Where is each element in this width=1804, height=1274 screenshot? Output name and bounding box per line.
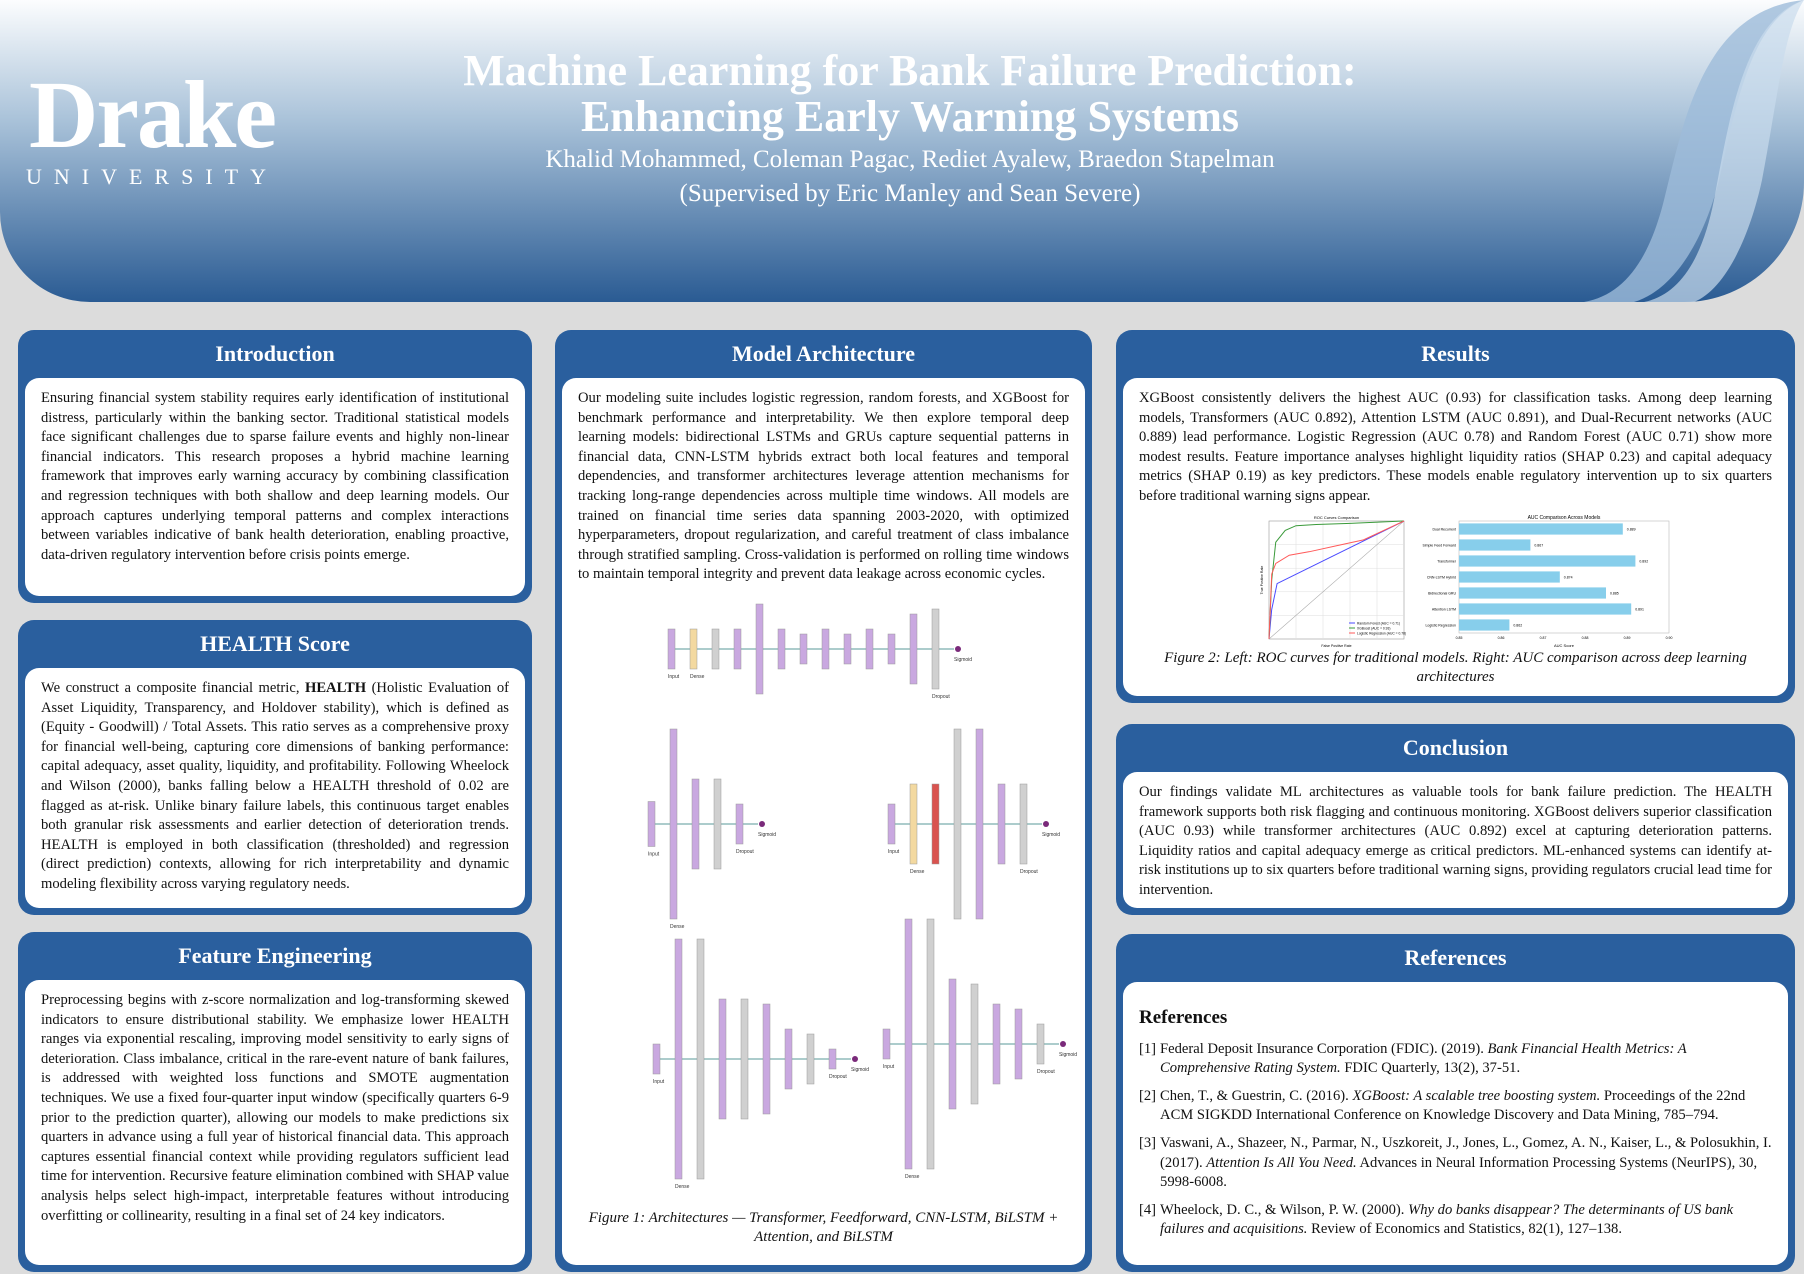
- svg-text:Sigmoid: Sigmoid: [758, 831, 777, 838]
- architecture-diagram: [668, 604, 972, 700]
- output-node: [852, 1056, 858, 1062]
- section-text: Our modeling suite includes logistic regression, random forests, and XGBoost for benchmark performance and interpretability. We then explore temporal deep learning models: bidirectional LSTMs and GRUs capture sequential patterns in financial data, CNN-LSTM hybrids extract both local features and temporal dependencies, and transformer architectures leverage attention mechanisms for tracking long-range dependencies across multiple time windows. All models are trained on financial time series data spanning 2003-2020, with optimized hyperparameters, dropout regularization, and careful treatment of class imbalance through stratified sampling. Cross-validation is performed on rolling time windows to maintain temporal integrity and prevent data leakage across economic cycles.: [578, 390, 1069, 583]
- layer-block: [932, 784, 939, 864]
- logo-subtext: UNIVERSITY: [26, 164, 278, 189]
- svg-text:ROC Curves Comparison: ROC Curves Comparison: [1313, 514, 1360, 520]
- layer-block: [675, 939, 682, 1179]
- reference-item: [1] Federal Deposit Insurance Corporation (FDIC). (2019). Bank Financial Health Metrics: A Comprehensive Rating System. FDIC Quarterly, 13(2), 37-51.: [1139, 1040, 1687, 1077]
- layer-block: [800, 634, 807, 664]
- svg-text:Sigmoid: Sigmoid: [1042, 831, 1061, 838]
- svg-text:Sigmoid: Sigmoid: [954, 656, 973, 663]
- category-label: Dual Recurrent: [1432, 527, 1456, 532]
- section-text: We construct a composite financial metric, HEALTH (Holistic Evaluation of Asset Liquidity, Transparency, and Holdover stability), which is defined as (Equity - Goodwill) / Total Assets. This ratio serves as a comprehensive proxy for financial well-being, capturing core dimensions of banking performance: capital adequacy, asset quality, liquidity, and profitability. Following Wheelock and Wilson (2000), banks falling below a HEALTH threshold of 0.02 are flagged as at-risk. Unlike binary failure labels, this continuous target enables both granular risk assessments and earlier detection of deterioration trends. HEALTH is employed in both classification (thresholded) and regression (direct prediction) contexts, allowing for rich interpretability and dynamic modeling flexibility across varying regulatory needs.: [25, 668, 525, 908]
- feature-engineering-panel: [18, 932, 532, 1272]
- layer-block: [719, 999, 726, 1119]
- reference-item: [4] Wheelock, D. C., & Wilson, P. W. (2000). Why do banks disappear? The determinants of US bank failures and acquisitions. Review of Economics and Statistics, 82(1), 127–138.: [1139, 1201, 1734, 1238]
- layer-block: [778, 629, 785, 669]
- section-title: Conclusion: [1402, 735, 1509, 760]
- bar: [1459, 571, 1560, 582]
- layer-block: [653, 1044, 660, 1074]
- layer-block: [949, 979, 956, 1109]
- layer-block: [712, 629, 719, 669]
- figure-2-caption: Figure 2: Left: ROC curves for traditional models. Right: AUC comparison across deep learning architectures: [1164, 649, 1747, 685]
- value-label: 0.862: [1513, 623, 1523, 628]
- roc-chart: [1260, 515, 1406, 648]
- drake-university-logo: [26, 61, 278, 190]
- layer-block: [807, 1034, 814, 1084]
- value-label: 0.889: [1626, 527, 1636, 532]
- section-text: Preprocessing begins with z-score normalization and log-transforming skewed indicators to ensure distributional stability. We emphasize lower HEALTH ranges via exponential rescaling, improving model sensitivity to early signs of deterioration. Class imbalance, critical in the rare-event nature of bank failures, is addressed with weighted loss functions and SMOTE augmentation techniques. We use a fixed four-quarter input window (specifically quarters 6-9 prior to the prediction quarter), allowing our models to make predictions six quarters in advance using a full year of historical financial data. This approach captures essential financial context while providing regulators sufficient lead time for intervention. Recursive feature elimination combined with SHAP value analysis helps select high-impact, interpretable features without introducing overfitting or collinearity, resulting in a final set of 24 key indicators.: [25, 980, 525, 1265]
- svg-text:AUC Comparison Across Models: AUC Comparison Across Models: [1527, 514, 1601, 521]
- layer-block: [734, 629, 741, 669]
- bar: [1459, 555, 1635, 566]
- results-charts: [1139, 511, 1784, 649]
- output-node: [759, 821, 765, 827]
- layer-block: [883, 1029, 890, 1059]
- category-label: Transformer: [1437, 559, 1456, 564]
- output-node: [1060, 1041, 1066, 1047]
- architecture-diagram: [888, 729, 1060, 919]
- section-title: Introduction: [215, 341, 335, 366]
- bar: [1459, 603, 1631, 614]
- layer-block: [756, 604, 763, 694]
- bar: [1459, 587, 1606, 598]
- svg-text:Dropout: Dropout: [829, 1073, 847, 1080]
- tick-label: 0.87: [1539, 635, 1547, 640]
- bar: [1459, 523, 1623, 534]
- layer-block: [690, 629, 697, 669]
- reference-item: [3] Vaswani, A., Shazeer, N., Parmar, N., Uszkoreit, J., Jones, L., Gomez, A. N., Kaiser, L., & Polosukhin, I. (2017). Attention Is All You Need. Advances in Neural Information Processing Systems (NeurIPS), 30, 5998-6008.: [1139, 1134, 1772, 1191]
- legend-entry: XGBoost (AUC = 0.93): [1357, 625, 1391, 630]
- layer-block: [998, 784, 1005, 864]
- value-label: 0.892: [1639, 559, 1649, 564]
- layer-block: [692, 779, 699, 869]
- category-label: Bidirectional GRU: [1428, 591, 1456, 596]
- reference-list: [1139, 1040, 1772, 1240]
- architecture-diagrams: [578, 589, 1078, 1209]
- layer-block: [741, 999, 748, 1119]
- layer-block: [1037, 1024, 1044, 1064]
- svg-text:AUC Score: AUC Score: [1553, 642, 1575, 648]
- svg-text:Input: Input: [668, 673, 680, 680]
- supervisors: (Supervised by Eric Manley and Sean Severe): [679, 180, 1141, 207]
- bar: [1459, 619, 1509, 630]
- poster-title: Machine Learning for Bank Failure Prediction: Enhancing Early Warning Systems: [463, 46, 1357, 141]
- layer-block: [822, 629, 829, 669]
- svg-text:Dropout: Dropout: [736, 848, 754, 855]
- tick-label: 0.86: [1497, 635, 1505, 640]
- svg-text:Dropout: Dropout: [1037, 1068, 1055, 1075]
- section-text: XGBoost consistently delivers the highest AUC (0.93) for classification tasks. Among deep learning models, Transformers (AUC 0.892), Attention LSTM (AUC 0.891), and Dual-Recurrent networks (AUC 0.889) lead performance. Logistic Regression (AUC 0.78) and Random Forest (AUC 0.71) show more modest results. Feature importance analyses highlight liquidity ratios (SHAP 0.23) and capital adequacy metrics (SHAP 0.19) as key predictors. These models enable regulatory intervention up to six quarters before traditional warning signs appear.: [1139, 390, 1772, 504]
- svg-text:Input: Input: [883, 1063, 895, 1070]
- svg-text:Dense: Dense: [910, 868, 925, 875]
- architecture-diagram: [648, 729, 776, 930]
- layer-block: [971, 984, 978, 1104]
- conclusion-panel: [1116, 724, 1795, 915]
- layer-block: [993, 1004, 1000, 1084]
- svg-text:Sigmoid: Sigmoid: [851, 1066, 870, 1073]
- layer-block: [976, 729, 983, 919]
- figure-1-caption: Figure 1: Architectures — Transformer, Feedforward, CNN-LSTM, BiLSTM + Attention, and BiLSTM: [588, 1209, 1059, 1245]
- section-title: Results: [1421, 341, 1490, 366]
- value-label: 0.891: [1635, 607, 1644, 612]
- svg-text:Dropout: Dropout: [932, 693, 950, 700]
- architecture-diagram: [653, 939, 869, 1190]
- layer-block: [670, 729, 677, 919]
- layer-block: [736, 804, 743, 844]
- svg-text:Dense: Dense: [690, 673, 705, 680]
- output-node: [1043, 821, 1049, 827]
- section-title: Model Architecture: [731, 341, 916, 366]
- introduction-panel: [18, 330, 532, 603]
- authors: Khalid Mohammed, Coleman Pagac, Rediet Ayalew, Braedon Stapelman: [545, 146, 1275, 173]
- category-label: Simple Feed Forward: [1422, 543, 1456, 548]
- layer-block: [714, 779, 721, 869]
- svg-text:Input: Input: [888, 848, 900, 855]
- value-label: 0.867: [1534, 543, 1544, 548]
- svg-text:Dense: Dense: [675, 1183, 690, 1190]
- reference-item: [2] Chen, T., & Guestrin, C. (2016). XGBoost: A scalable tree boosting system. Proceedings of the 22nd ACM SIGKDD International Conference on Knowledge Discovery and Data Mining, 785–794.: [1139, 1087, 1746, 1124]
- layer-block: [1020, 784, 1027, 864]
- layer-block: [1015, 1009, 1022, 1079]
- section-title: References: [1404, 945, 1507, 970]
- section-text: Ensuring financial system stability requires early identification of institutional distress, particularly within the banking sector. Traditional statistical models face significant challenges due to sparse failure events and highly non-linear financial indicators. This research proposes a hybrid machine learning framework that improves early warning accuracy by combining classification and regression techniques with both shallow and deep learning models. Our approach captures underlying temporal patterns and complex interactions between variables indicative of bank health deterioration, enabling proactive, data-driven regulatory intervention before crisis points emerge.: [25, 378, 525, 596]
- legend-entry: Logistic Regression (AUC = 0.78): [1357, 630, 1407, 635]
- svg-text:Dropout: Dropout: [1020, 868, 1038, 875]
- layer-block: [888, 634, 895, 664]
- tick-label: 0.89: [1623, 635, 1631, 640]
- layer-block: [844, 634, 851, 664]
- value-label: 0.885: [1610, 591, 1619, 596]
- architecture-diagram: [883, 919, 1077, 1180]
- tick-label: 0.88: [1581, 635, 1589, 640]
- layer-block: [905, 919, 912, 1169]
- category-label: Attention LSTM: [1431, 607, 1456, 612]
- layer-block: [763, 1004, 770, 1114]
- output-node: [955, 646, 961, 652]
- references-heading: References: [1139, 1007, 1228, 1028]
- layer-block: [888, 804, 895, 844]
- logo-text: Drake: [29, 61, 275, 168]
- layer-block: [829, 1049, 836, 1069]
- layer-block: [927, 919, 934, 1169]
- section-text: Our findings validate ML architectures as valuable tools for bank failure prediction. The HEALTH framework supports both risk flagging and continuous monitoring. XGBoost delivers superior classification (AUC 0.93) while transformer architectures (AUC 0.892) excel at capturing deterioration patterns. Liquidity ratios and capital adequacy emerge as critical predictors. ML-enhanced systems can identify at-risk institutions up to six quarters before traditional warning signs, providing regulators crucial lead time for intervention.: [1123, 772, 1788, 908]
- model-architecture-panel: [555, 330, 1092, 1272]
- category-label: Logistic Regression: [1425, 623, 1456, 628]
- value-label: 0.874: [1563, 575, 1573, 580]
- poster-header: [0, 0, 1804, 302]
- legend-entry: Random Forest (AUC = 0.71): [1357, 620, 1400, 625]
- svg-text:Dense: Dense: [670, 923, 685, 930]
- section-title: Feature Engineering: [178, 943, 372, 968]
- layer-block: [910, 614, 917, 684]
- svg-text:True Positive Rate: True Positive Rate: [1260, 565, 1264, 594]
- svg-text:Input: Input: [648, 851, 660, 858]
- decorative-swoosh: [1474, 0, 1804, 302]
- references-panel: [1116, 934, 1795, 1272]
- results-panel: [1116, 330, 1795, 703]
- bar: [1459, 539, 1530, 550]
- layer-block: [954, 729, 961, 919]
- layer-block: [668, 629, 675, 669]
- health-score-panel: [18, 620, 532, 915]
- layer-block: [866, 629, 873, 669]
- layer-block: [785, 1029, 792, 1089]
- tick-label: 0.85: [1455, 635, 1463, 640]
- svg-text:False Positive Rate: False Positive Rate: [1321, 643, 1352, 648]
- tick-label: 0.90: [1665, 635, 1673, 640]
- category-label: CNN-LSTM Hybrid: [1426, 575, 1456, 580]
- layer-block: [648, 801, 655, 846]
- auc-bar-chart: [1423, 515, 1673, 648]
- svg-text:Dense: Dense: [905, 1173, 920, 1180]
- layer-block: [932, 609, 939, 689]
- layer-block: [910, 784, 917, 864]
- layer-block: [697, 939, 704, 1179]
- svg-text:Input: Input: [653, 1078, 665, 1085]
- svg-text:Sigmoid: Sigmoid: [1059, 1051, 1078, 1058]
- section-title: HEALTH Score: [200, 631, 350, 656]
